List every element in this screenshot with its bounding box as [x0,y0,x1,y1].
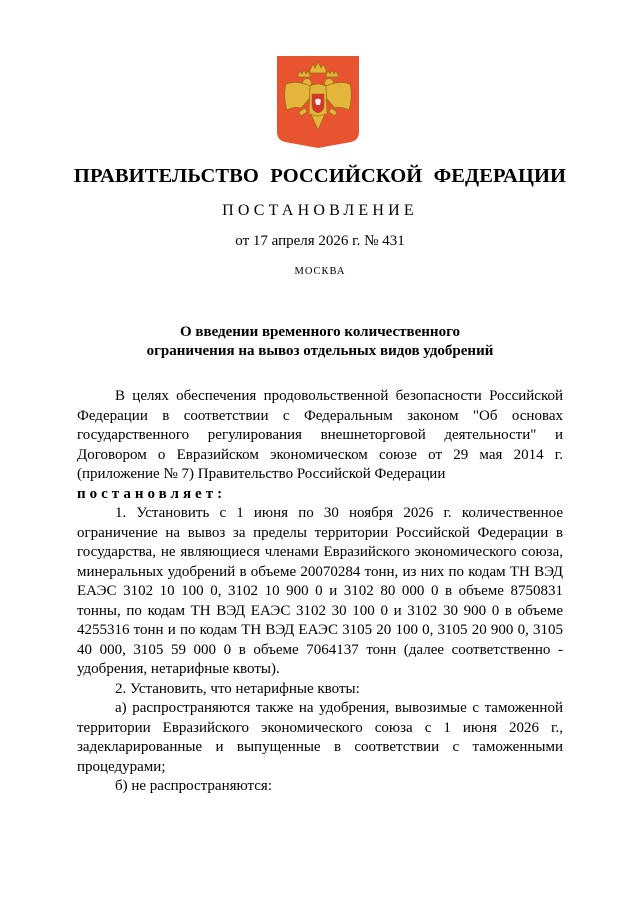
subject-line-1: О введении временного количественного [179,324,461,340]
document-subject [0,323,640,361]
clause-2: 2. Установить, что нетарифные квоты: [115,680,360,697]
document-body [77,387,563,797]
clause-2a: а) распространяются также на удобрения, вывозимые с таможенной территории Евразийского экономического союза с 1 июня 2026 г., задекларированные и выпущенные в соответствии с таможенными процедурами; [77,700,563,775]
emblem [277,56,359,148]
document-city: МОСКВА [294,266,346,277]
russian-coat-of-arms-icon [277,56,359,148]
decree-word: постановляет: [77,485,227,502]
subject-line-2: ограничения на вывоз отдельных видов удобрений [146,343,494,359]
organization-title: ПРАВИТЕЛЬСТВО РОССИЙСКОЙ ФЕДЕРАЦИИ [73,165,567,187]
clause-2b: б) не распространяются: [115,778,272,794]
clause-1: 1. Установить с 1 июня по 30 ноября 2026 г. количественное ограничение на вывоз за пределы территории Российской Федерации в государства, не являющиеся членами Евразийского экономического союза, минеральных удобрений в объеме 20070284 тонн, из них по кодам ТН ВЭД ЕАЭС 3102 10 100 0, 3102 10 900 0 и 3102 80 000 0 в объеме 8750831 тонны, по кодам ТН ВЭД ЕАЭС 3102 30 100 0 и 3102 30 900 0 в объеме 4255316 тонн и по кодам ТН ВЭД ЕАЭС 3105 20 100 0, 3105 20 900 0, 3105 40 000, 3105 59 000 0 в объеме 7064137 тонн (далее соответственно - удобрения, нетарифные квоты). [77,505,563,677]
preamble-paragraph: В целях обеспечения продовольственной безопасности Российской Федерации в соответствии с Федеральным законом "Об основах государственного регулирования внешнеторговой деятельности" и Договором о Евразийском экономическом союзе от 29 мая 2014 г. (приложение № 7) Правительство Российской Федерации [77,388,563,482]
document-type: ПОСТАНОВЛЕНИЕ [222,202,418,219]
document-date-number: от 17 апреля 2026 г. № 431 [235,233,405,249]
